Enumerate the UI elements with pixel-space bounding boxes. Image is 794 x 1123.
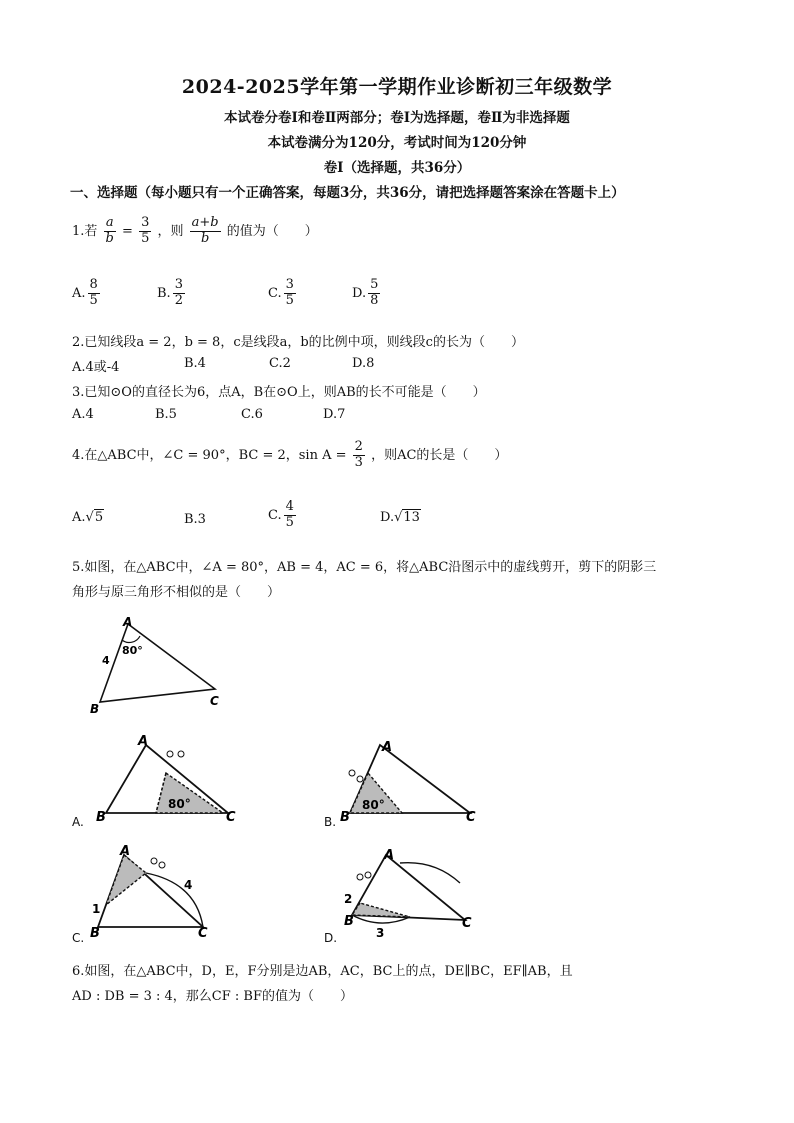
svg-text:C: C bbox=[466, 810, 476, 825]
exam-info-line-3: 卷Ⅰ（选择题，共36分） bbox=[323, 160, 471, 176]
svg-text:4: 4 bbox=[184, 878, 193, 892]
fraction-a-plus-b-over-b: $\frac{a+b}{b}$ bbox=[191, 215, 219, 246]
q2-option-b[interactable]: B.4 bbox=[184, 356, 206, 371]
q5-option-d-label[interactable]: D. bbox=[324, 931, 338, 945]
fraction-a-over-b: $\frac{a}{b}$ bbox=[105, 215, 114, 246]
svg-text:B: B bbox=[90, 702, 100, 716]
svg-text:80°: 80° bbox=[362, 798, 385, 812]
svg-text:B: B bbox=[96, 810, 106, 825]
question-5-line-2: 角形与原三角形不相似的是（ ） bbox=[72, 585, 281, 600]
q4-option-b[interactable]: B.3 bbox=[184, 512, 206, 527]
svg-text:80°: 80° bbox=[122, 644, 143, 657]
q4-option-a[interactable]: A.√5 bbox=[72, 510, 104, 525]
svg-text:A: A bbox=[120, 845, 131, 859]
q1-option-a[interactable]: A. $\frac{8}{5}$ bbox=[72, 277, 98, 308]
q2-option-a[interactable]: A.4或-4 bbox=[72, 360, 120, 375]
q5-option-c-label[interactable]: C. bbox=[72, 931, 85, 945]
exam-info-line-2: 本试卷满分为120分，考试时间为120分钟 bbox=[267, 135, 527, 151]
q1-option-d[interactable]: D. $\frac{5}{8}$ bbox=[352, 277, 379, 308]
q3-option-a[interactable]: A.4 bbox=[72, 407, 94, 422]
q3-option-d[interactable]: D.7 bbox=[323, 407, 346, 422]
question-4: 4.在△ABC中，∠C = 90°，BC = 2，sin A = $\frac{2}{3}$ ，则AC的长是（ ） bbox=[72, 439, 508, 470]
svg-text:A: A bbox=[123, 615, 133, 629]
exam-info-line-1: 本试卷分卷Ⅰ和卷Ⅱ两部分；卷Ⅰ为选择题，卷Ⅱ为非选择题 bbox=[224, 110, 570, 126]
q5-main-triangle bbox=[80, 612, 240, 717]
question-5-line-1: 5.如图，在△ABC中，∠A = 80°，AB = 4，AC = 6，将△ABC沿图示中的虚线剪开，剪下的阴影三 bbox=[72, 560, 657, 575]
question-3: 3.已知⊙O的直径长为6，点A，B在⊙O上，则AB的长不可能是（ ） bbox=[72, 385, 486, 400]
svg-text:C: C bbox=[226, 810, 236, 825]
q3-option-b[interactable]: B.5 bbox=[155, 407, 177, 422]
svg-text:1: 1 bbox=[92, 902, 101, 916]
svg-text:A: A bbox=[382, 740, 393, 755]
fraction-2-over-3: $\frac{2}{3}$ bbox=[354, 439, 363, 470]
svg-text:B: B bbox=[340, 810, 350, 825]
q5-option-a-figure[interactable] bbox=[88, 733, 248, 828]
q5-option-d-figure[interactable] bbox=[340, 845, 480, 945]
q5-option-b-figure[interactable] bbox=[340, 733, 500, 828]
q5-option-a-label[interactable]: A. bbox=[72, 815, 84, 829]
svg-text:C: C bbox=[210, 694, 219, 708]
question-6-line-1: 6.如图，在△ABC中，D，E，F分别是边AB，AC，BC上的点，DE∥BC，EF∥AB，且 bbox=[72, 964, 573, 979]
svg-text:A: A bbox=[384, 848, 395, 863]
question-2: 2.已知线段a = 2，b = 8，c是线段a，b的比例中项，则线段c的长为（ ） bbox=[72, 335, 524, 350]
fraction-3-over-5: $\frac{3}{5}$ bbox=[141, 215, 150, 246]
page-title: 2024-2025学年第一学期作业诊断初三年级数学 bbox=[181, 76, 613, 98]
q2-option-c[interactable]: C.2 bbox=[269, 356, 291, 371]
q4-option-d[interactable]: D.√13 bbox=[380, 510, 420, 525]
q1-option-b[interactable]: B. $\frac{3}{2}$ bbox=[157, 277, 183, 308]
svg-text:3: 3 bbox=[376, 926, 385, 940]
svg-text:A: A bbox=[138, 734, 149, 749]
q4-option-c[interactable]: C. $\frac{4}{5}$ bbox=[268, 499, 294, 530]
svg-text:B: B bbox=[344, 914, 354, 929]
svg-text:80°: 80° bbox=[168, 797, 191, 811]
svg-text:C: C bbox=[462, 916, 472, 931]
svg-text:C: C bbox=[198, 926, 208, 941]
q1-option-c[interactable]: C. $\frac{3}{5}$ bbox=[268, 277, 294, 308]
svg-text:B: B bbox=[90, 926, 100, 941]
q5-option-b-label[interactable]: B. bbox=[324, 815, 337, 829]
question-6-line-2: AD : DB = 3 : 4，那么CF : BF的值为（ ） bbox=[72, 989, 353, 1004]
q5-option-c-figure[interactable] bbox=[88, 845, 228, 945]
section-heading: 一、选择题（每小题只有一个正确答案，每题3分，共36分，请把选择题答案涂在答题卡上） bbox=[70, 185, 625, 201]
q2-option-d[interactable]: D.8 bbox=[352, 356, 375, 371]
svg-text:2: 2 bbox=[344, 892, 353, 906]
svg-text:4: 4 bbox=[102, 654, 110, 667]
q3-option-c[interactable]: C.6 bbox=[241, 407, 263, 422]
question-1: 1.若 $\frac{a}{b}$ = $\frac{3}{5}$ ，则 $\frac{a+b}{b}$ 的值为（ ） bbox=[72, 215, 318, 246]
